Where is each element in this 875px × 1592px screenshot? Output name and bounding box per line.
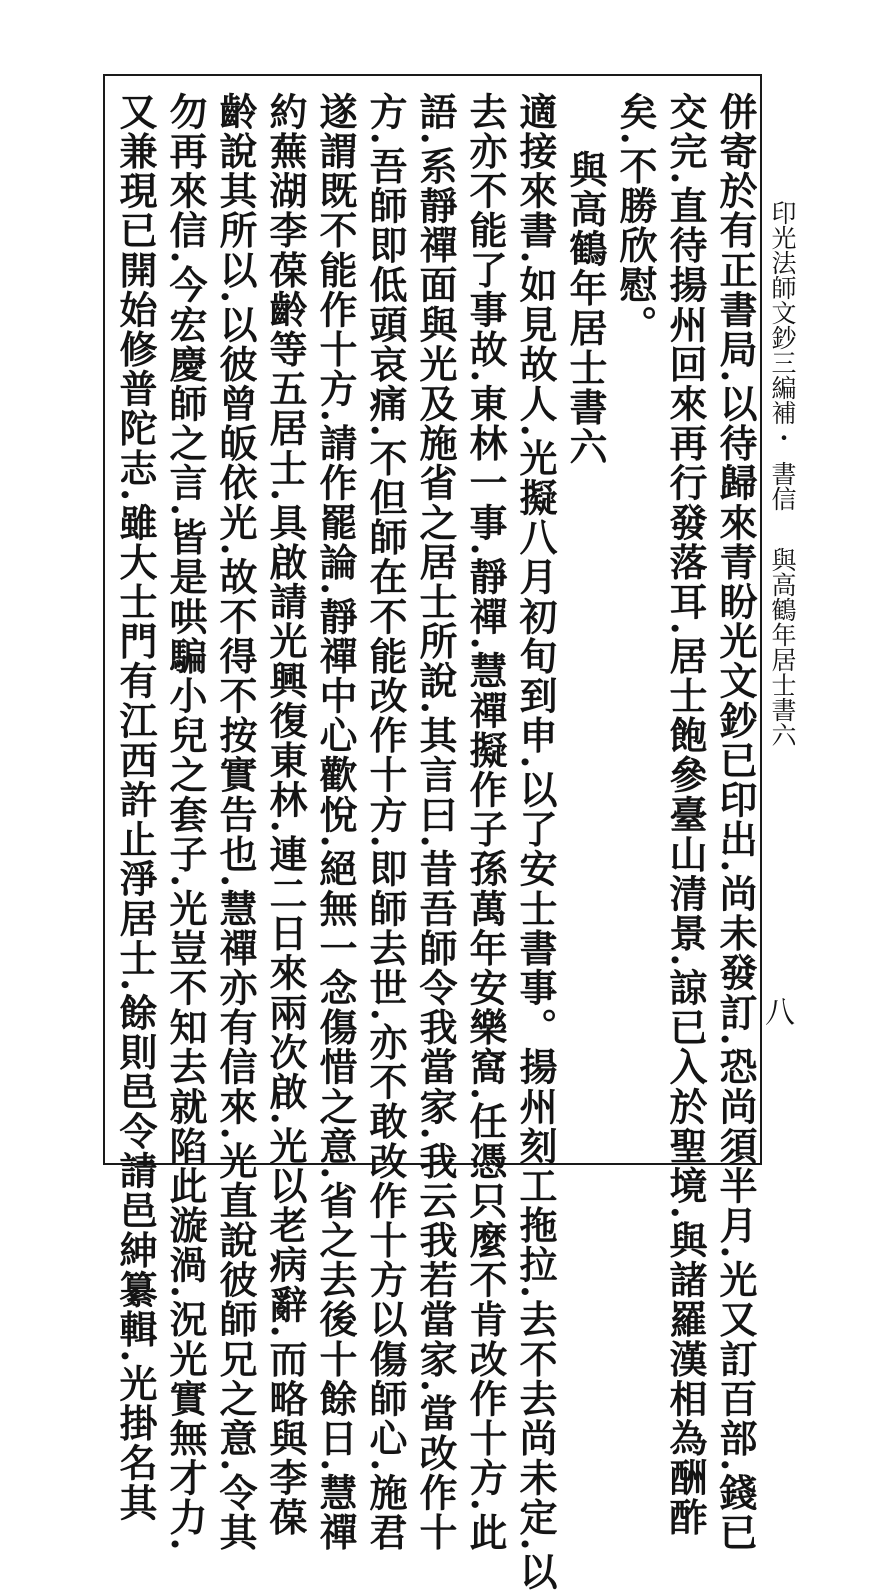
- text-column-9: 遂謂既不能作十方.請作罷論.靜禪中心歡悅.絕無一念傷惜之意.省之去後十餘日.慧禪: [313, 92, 358, 1553]
- text-column-12: 勿再來信.今宏慶師之言.皆是哄騙小兒之套子.光豈不知去就陷此漩渦.況光實無才力.: [163, 92, 208, 1553]
- page-number: 八: [759, 996, 794, 1026]
- text-column-7: 語.系靜禪面與光及施省之居士所說.其言曰.昔吾師令我當家.我云我若當家.當改作十: [413, 92, 458, 1553]
- text-column-3: 矣.不勝欣慰。: [613, 92, 658, 345]
- section-label: 書信: [768, 461, 797, 511]
- book-title: 印光法師文鈔三編補: [768, 200, 797, 425]
- text-column-10: 約蕪湖李葆齡等五居士.具啟請光興復東林.連二日來兩次啟.光以老病辭.而略與李葆: [263, 92, 308, 1538]
- running-header: 印光法師文鈔三編補・書信 與高鶴年居士書六: [768, 200, 797, 747]
- text-column-13: 又兼現已開始修普陀志.雖大士門有江西許止淨居士.餘則邑令請邑紳纂輯.光掛名其: [113, 92, 158, 1523]
- text-column-8: 方.吾師即低頭哀痛.不但師在不能改作十方.即師去世.亦不敢改作十方以傷師心.施君: [363, 92, 408, 1553]
- text-column-6: 去亦不能了事故.東林一事.靜禪.慧禪擬作子孫萬年安樂窩.任憑只麼不肯改作十方.此: [463, 92, 508, 1553]
- letter-title: 與高鶴年居士書六: [768, 547, 797, 747]
- text-column-5: 適接來書.如見故人.光擬八月初旬到申.以了安士書事。揚州刻工拖拉.去不去尚未定.以: [513, 92, 558, 1592]
- text-column-2: 交完.直待揚州回來再行發落耳.居士飽參臺山清景.諒已入於聖境.與諸羅漢相為酬酢: [663, 92, 708, 1538]
- letter-heading: 與高鶴年居士書六: [563, 150, 608, 467]
- text-column-11: 齡說其所以.以彼曾皈依光.故不得不按實告也.慧禪亦有信來.光直說彼師兄之意.令其: [213, 92, 258, 1553]
- text-column-1: 併寄於有正書局.以待歸來青盼光文鈔已印出.尚未發訂.恐尚須半月.光又訂百部.錢已: [713, 92, 758, 1553]
